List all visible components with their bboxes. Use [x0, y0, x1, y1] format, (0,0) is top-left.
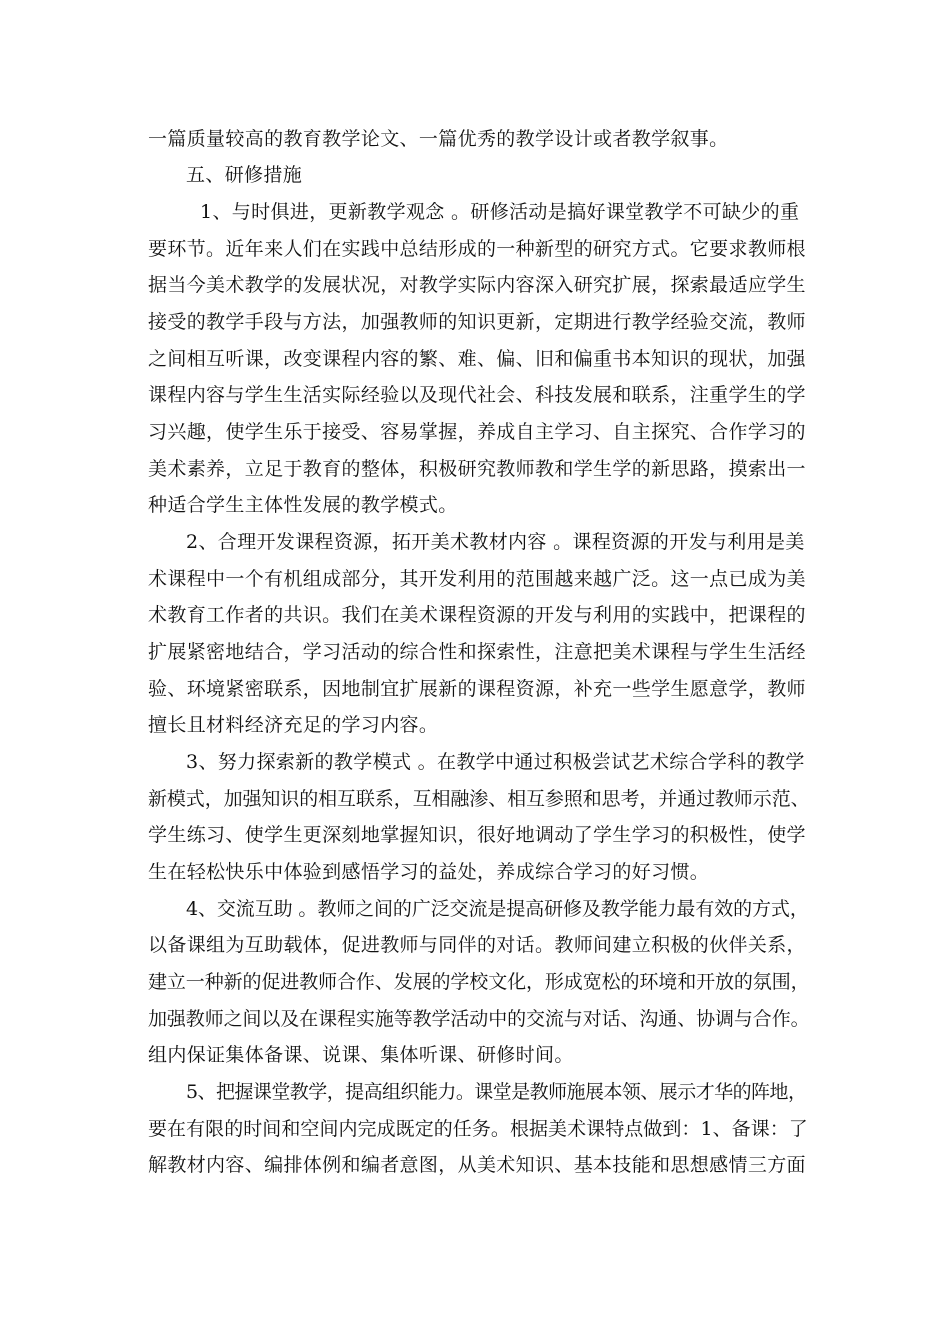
text-line: 擅长且材料经济充足的学习内容。 [148, 714, 439, 736]
text-line: 加强教师之间以及在课程实施等教学活动中的交流与对话、沟通、协调与合作。 [148, 1008, 810, 1030]
text-line: 5、把握课堂教学，提高组织能力。课堂是教师施展本领、展示才华的阵地， [186, 1081, 807, 1103]
text-line: 以备课组为互助载体，促进教师与同伴的对话。教师间建立积极的伙伴关系， [148, 934, 806, 956]
text-line: 学生练习、使学生更深刻地掌握知识，很好地调动了学生学习的积极性，使学 [148, 824, 806, 846]
text-line: 一篇质量较高的教育教学论文、一篇优秀的教学设计或者教学叙事。 [148, 128, 729, 150]
text-line: 扩展紧密地结合，学习活动的综合性和探索性，注意把美术课程与学生生活经 [148, 641, 806, 663]
text-line: 术教育工作者的共识。我们在美术课程资源的开发与利用的实践中，把课程的 [148, 604, 806, 626]
text-line: 据当今美术教学的发展状况，对教学实际内容深入研究扩展，探索最适应学生 [148, 274, 806, 296]
text-line: 习兴趣，使学生乐于接受、容易掌握，养成自主学习、自主探究、合作学习的 [148, 421, 806, 443]
text-line: 4、交流互助 。教师之间的广泛交流是提高研修及教学能力最有效的方式， [186, 898, 809, 920]
text-line: 新模式，加强知识的相互联系，互相融渗、相互参照和思考，并通过教师示范、 [148, 788, 810, 810]
text-line: 建立一种新的促进教师合作、发展的学校文化，形成宽松的环境和开放的氛围， [148, 971, 810, 993]
text-line: 种适合学生主体性发展的教学模式。 [148, 494, 458, 516]
section-heading: 五、研修措施 [186, 164, 303, 186]
text-line: 验、环境紧密联系，因地制宜扩展新的课程资源，补充一些学生愿意学，教师 [148, 678, 806, 700]
text-line: 2、合理开发课程资源，拓开美术教材内容 。课程资源的开发与利用是美 [186, 531, 805, 553]
text-line: 课程内容与学生生活实际经验以及现代社会、科技发展和联系，注重学生的学 [148, 384, 806, 406]
text-line: 组内保证集体备课、说课、集体听课、研修时间。 [148, 1044, 574, 1066]
text-line: 生在轻松快乐中体验到感悟学习的益处，养成综合学习的好习惯。 [148, 861, 710, 883]
text-line: 术课程中一个有机组成部分，其开发利用的范围越来越广泛。这一点已成为美 [148, 568, 806, 590]
text-line: 解教材内容、编排体例和编者意图，从美术知识、基本技能和思想感情三方面 [148, 1154, 806, 1176]
text-line: 1、与时俱进，更新教学观念 。研修活动是搞好课堂教学不可缺少的重 [200, 201, 800, 223]
text-line: 美术素养，立足于教育的整体，积极研究教师教和学生学的新思路，摸索出一 [148, 458, 806, 480]
text-line: 之间相互听课，改变课程内容的繁、难、偏、旧和偏重书本知识的现状，加强 [148, 348, 806, 370]
text-line: 要环节。近年来人们在实践中总结形成的一种新型的研究方式。它要求教师根 [148, 238, 806, 260]
text-line: 3、努力探索新的教学模式 。在教学中通过积极尝试艺术综合学科的教学 [186, 751, 805, 773]
text-line: 要在有限的时间和空间内完成既定的任务。根据美术课特点做到：1、备课：了 [148, 1118, 808, 1140]
text-line: 接受的教学手段与方法，加强教师的知识更新，定期进行教学经验交流，教师 [148, 311, 806, 333]
